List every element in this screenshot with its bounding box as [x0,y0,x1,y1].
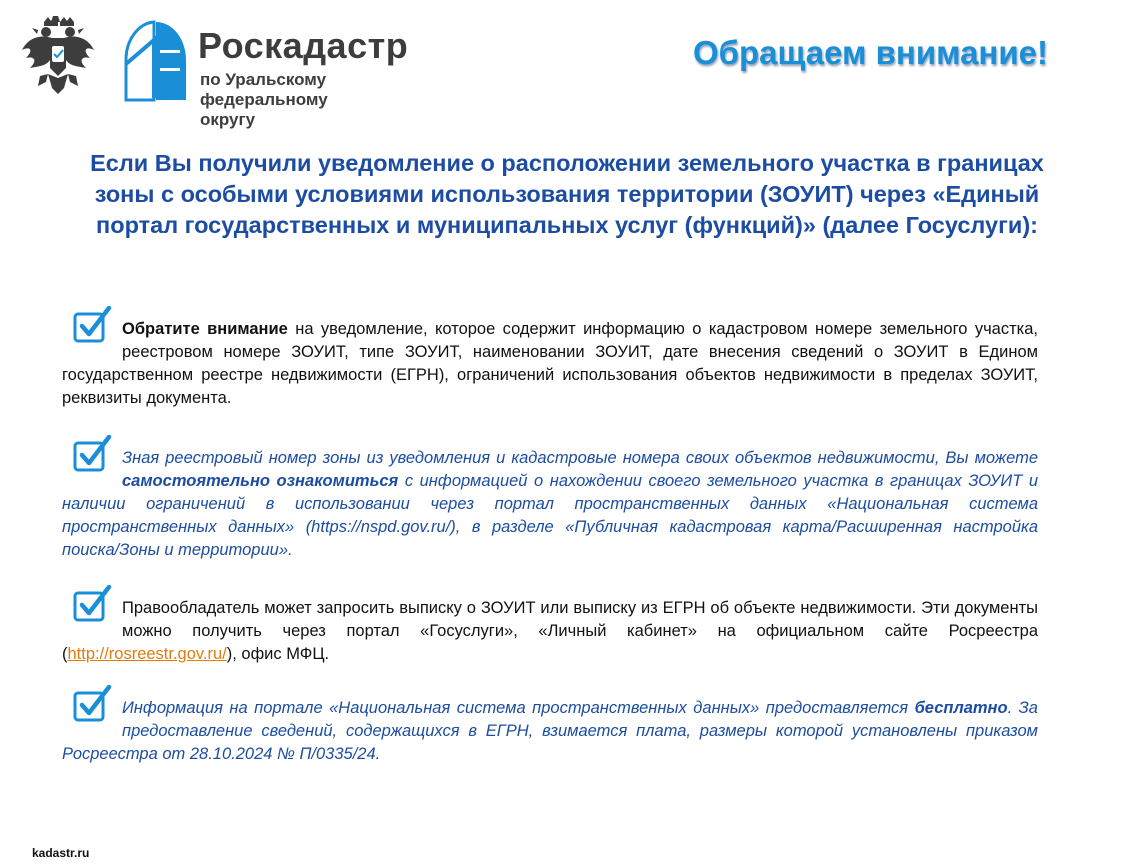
notice-item-4 [62,697,1038,766]
item-4-bold: бесплатно [914,699,1008,717]
item-1-lead: Обратите внимание [122,320,288,338]
item-4-text-pre: Информация на портале «Национальная система пространственных данных» предоставляется [122,699,915,717]
notice-item-3 [62,597,1038,666]
item-2-bold: самостоятельно ознакомиться [122,472,399,490]
item-2-text-post: с информацией о нахождении своего земельного участка в границах ЗОУИТ и наличии ограничений в использовании через портал пространственных данных «Национальная система пространственных данных» (https://nspd.gov.ru/), в разделе «Публичная кадастровая карта/Расширенная настройка поиска/Зоны и территории». [62,472,1038,559]
page-headline: Обращаем внимание! [692,34,1048,71]
intro-paragraph: Если Вы получили уведомление о расположении земельного участка в границах зоны с особыми условиями использования территории (ЗОУИТ) через «Единый портал государственных и муниципальных услуг (функций)» (далее Госуслуги): [90,150,1044,238]
checkbox-checked-icon [72,585,112,623]
roskadastr-logo-icon [124,20,188,102]
item-2-text-pre: Зная реестровый номер зоны из уведомления и кадастровые номера своих объектов недвижимости, Вы можете [122,449,1038,467]
item-1-text: на уведомление, которое содержит информацию о кадастровом номере земельного участка, реестровом номере ЗОУИТ, типе ЗОУИТ, наименовании ЗОУИТ, дате внесения сведений о ЗОУИТ в Едином государственном реестре недвижимости (ЕГРН), ограничений использования объектов недвижимости в пределах ЗОУИТ, реквизиты документа. [62,320,1038,407]
checkbox-checked-icon [72,685,112,723]
brand-name: Роскадастр [198,25,409,66]
checkbox-checked-icon [72,435,112,473]
logo [22,14,409,129]
item-3-text-pre: Правообладатель может запросить выписку о ЗОУИТ или выписку из ЕГРН об объекте недвижимости. Эти документы можно получить через портал «Госуслуги», «Личный кабинет» на официальном сайте Росреестра ( [62,599,1038,663]
item-3-text-post: ), офис МФЦ. [226,645,330,663]
brand-subtitle [200,70,382,130]
notice-item-2 [62,447,1038,562]
brand-subtitle-line-2: федеральному округу [200,90,328,129]
brand-subtitle-line-1: по Уральскому [200,70,327,89]
checkbox-checked-icon [72,306,112,344]
rosreestr-link[interactable]: http://rosreestr.gov.ru/ [67,645,227,663]
notice-item-1 [62,318,1038,410]
footer-site: kadastr.ru [32,846,90,860]
item-4-text-post: . За предоставление сведений, содержащихся в ЕГРН, взимается плата, размеры которой установлены приказом Росреестра от 28.10.2024 № П/0335/24. [62,699,1038,763]
emblem-icon [22,16,94,96]
